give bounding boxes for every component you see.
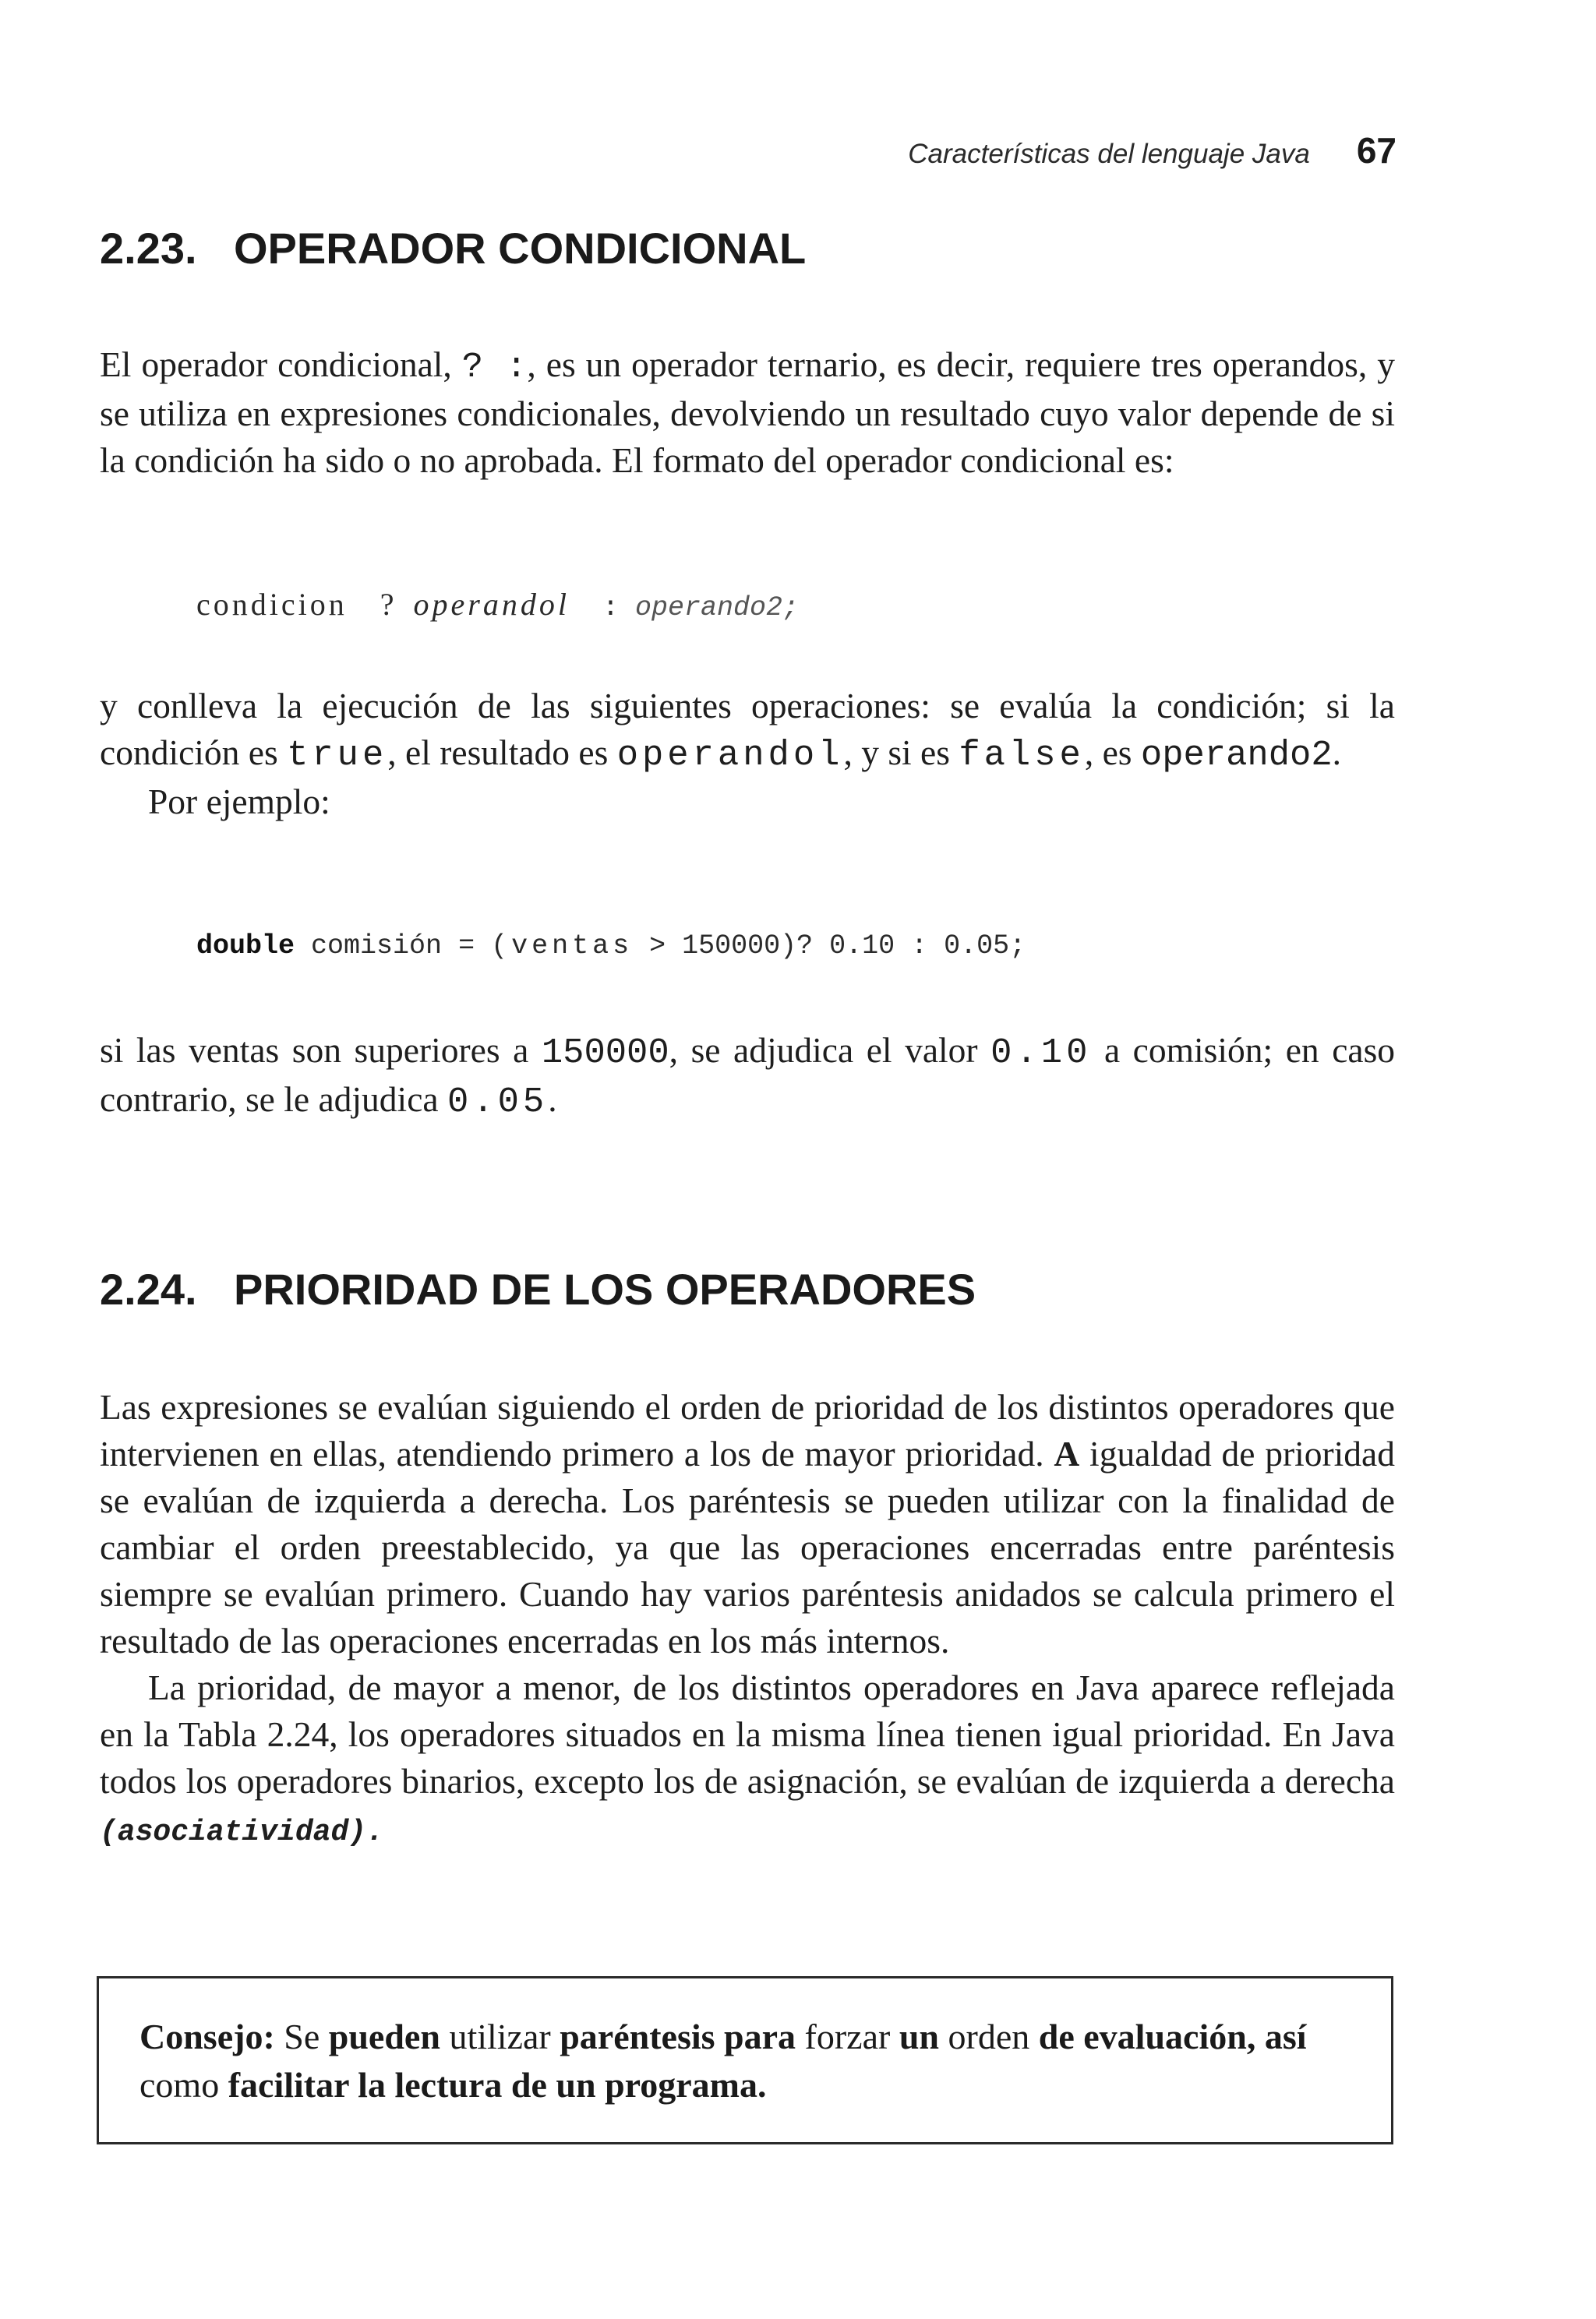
operator-symbol: ? :: [461, 347, 528, 387]
syntax-line: [196, 586, 799, 623]
text-run: forzar: [804, 2017, 891, 2056]
text-run: , y si es: [843, 732, 950, 772]
paragraph-evaluation: [100, 683, 1395, 825]
text-run-bold: pueden: [328, 2017, 440, 2056]
code-operand1: operandol: [616, 735, 844, 775]
syntax-operand1: operandol: [413, 587, 570, 622]
text-run: si las ventas son superiores a: [100, 1030, 529, 1070]
text-run: igualdad de prioridad se evalúan de izquierda a derecha. Los paréntesis se pueden utilizar con la finalidad de cambiar el orden preestablecido, ya que las operaciones encerradas entre paréntesis siempre se evalúan primero. Cuando hay varios paréntesis anidados se calcula primero el resultado de las operaciones encerradas en los más internos.: [100, 1434, 1395, 1661]
page-number: 67: [1356, 130, 1396, 171]
paragraph-example-explanation: [100, 1027, 1395, 1125]
text-run: .: [1332, 732, 1342, 772]
text-run: El operador condicional,: [100, 344, 452, 384]
syntax-colon: :: [602, 592, 619, 623]
tip-box: [97, 1976, 1393, 2144]
text-run-bold: un: [899, 2017, 940, 2056]
tip-label: Consejo:: [139, 2017, 275, 2056]
paragraph-example-intro: Por ejemplo:: [148, 782, 330, 821]
code-value: 150000: [541, 1032, 669, 1073]
paragraph-priority: [100, 1384, 1395, 1856]
text-run: utilizar: [449, 2017, 551, 2056]
syntax-question: ?: [380, 587, 397, 622]
associativity-term: (asociatividad).: [100, 1816, 384, 1849]
code-keyword: double: [196, 930, 295, 962]
code-true: true: [287, 735, 388, 775]
running-title: Características del lenguaje Java: [908, 139, 1310, 169]
code-text: comisión =: [295, 930, 492, 962]
section-title: PRIORIDAD DE LOS OPERADORES: [234, 1265, 976, 1314]
text-run: a comisión; en caso contrario, se le adjudica: [100, 1030, 1396, 1119]
text-run-bold: paréntesis para: [560, 2017, 796, 2056]
tip-text: [139, 2013, 1355, 2109]
text-run-bold: A: [1054, 1434, 1080, 1474]
text-run: , es un operador ternario, es decir, requiere tres operandos, y se utiliza en expresiones condicionales, devolviendo un resultado cuyo valor depende de si la condición ha sido o no aprobada. El formato del operador condicional es:: [100, 344, 1396, 480]
code-operand2: operando2: [1140, 735, 1333, 775]
section-title: OPERADOR CONDICIONAL: [234, 224, 807, 273]
text-run: La prioridad, de mayor a menor, de los distintos operadores en Java aparece reflejada en la Tabla 2.24, los operadores situados en la misma línea tienen igual prioridad. En Java todos los operadores binarios, excepto los de asignación, se evalúan de izquierda a derecha: [100, 1668, 1395, 1801]
text-run: orden: [948, 2017, 1030, 2056]
syntax-operand2: operando2;: [635, 592, 800, 623]
running-header: [908, 129, 1396, 176]
code-value: 0.05: [447, 1082, 549, 1122]
text-run: .: [548, 1079, 557, 1119]
paragraph-conditional-intro: [100, 341, 1395, 484]
paragraph-priority-table: [100, 1664, 1395, 1856]
example-code-line: [196, 930, 1026, 962]
code-text: > 150000)? 0.10 : 0.05;: [633, 930, 1026, 962]
text-run: , es: [1084, 732, 1132, 772]
code-value: 0.10: [990, 1032, 1092, 1073]
text-run: , el resultado es: [387, 732, 609, 772]
text-run: , se adjudica el valor: [669, 1030, 978, 1070]
text-run: Las expresiones se evalúan siguiendo el orden de prioridad de los distintos operadores que intervienen en ellas, atendiendo primero a los de mayor prioridad.: [100, 1387, 1395, 1474]
section-heading-2-23: [100, 223, 806, 274]
text-run: Se: [284, 2017, 320, 2056]
section-number: 2.24.: [100, 1265, 197, 1314]
text-run: como: [139, 2065, 220, 2105]
text-run: y conlleva la ejecución de las siguientes operaciones: se evalúa la condición; si la condición es: [100, 686, 1395, 772]
section-number: 2.23.: [100, 224, 197, 273]
syntax-condition: condicion: [196, 587, 348, 622]
section-heading-2-24: [100, 1264, 976, 1315]
code-text: (ventas: [491, 930, 634, 962]
code-false: false: [959, 735, 1085, 775]
text-run-bold: facilitar la lectura de un programa.: [228, 2065, 767, 2105]
text-run-bold: de evaluación, así: [1038, 2017, 1307, 2056]
